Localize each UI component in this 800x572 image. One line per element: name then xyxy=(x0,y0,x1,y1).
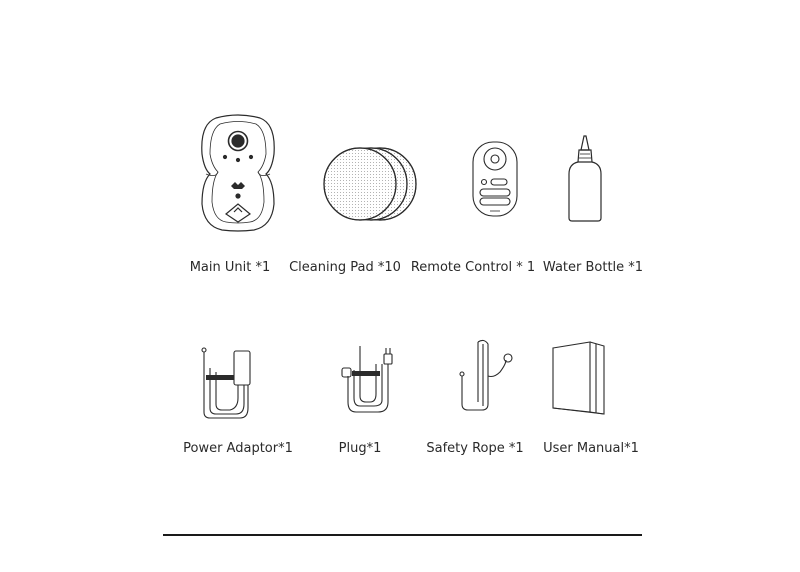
bottom-divider xyxy=(163,534,642,536)
item-label-user-manual: User Manual*1 xyxy=(543,441,639,456)
robot-icon xyxy=(196,114,280,232)
water-bottle-icon xyxy=(565,134,605,224)
item-label-remote-control: Remote Control * 1 xyxy=(410,260,536,275)
cleaning-pad-icon xyxy=(318,140,418,230)
item-label-water-bottle: Water Bottle *1 xyxy=(542,260,644,275)
power-adaptor-icon xyxy=(194,342,264,422)
safety-rope-icon xyxy=(456,336,526,416)
item-label-safety-rope: Safety Rope *1 xyxy=(426,441,524,456)
user-manual-icon xyxy=(550,340,612,416)
item-label-plug: Plug*1 xyxy=(338,441,382,456)
remote-control-icon xyxy=(470,140,520,218)
plug-icon xyxy=(336,340,406,420)
item-label-main-unit: Main Unit *1 xyxy=(189,260,271,275)
item-label-power-adaptor: Power Adaptor*1 xyxy=(183,441,293,456)
item-label-cleaning-pad: Cleaning Pad *10 xyxy=(289,260,401,275)
